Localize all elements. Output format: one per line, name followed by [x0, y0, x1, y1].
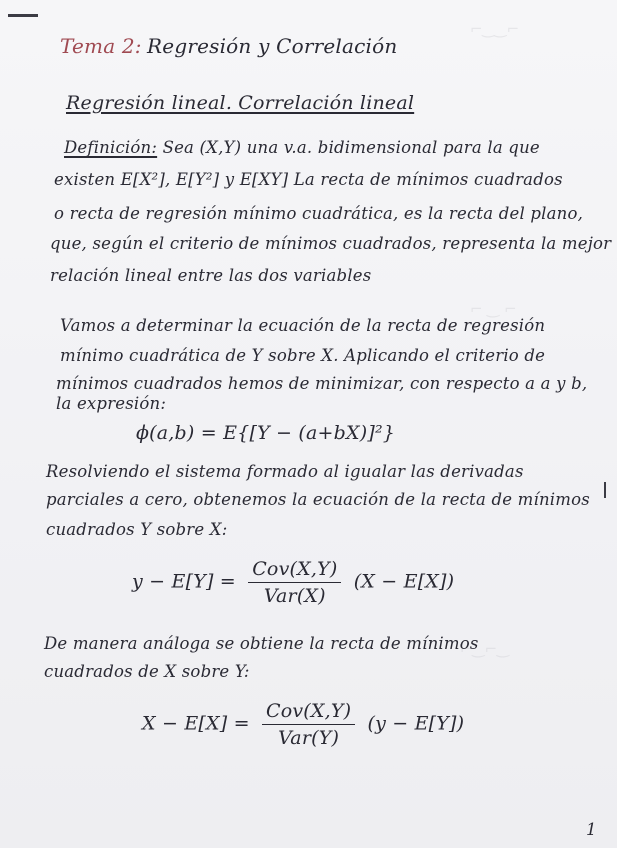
formula3-lhs: X − E[X] = [142, 712, 250, 735]
paragraph3-line-2: cuadrados de X sobre Y: [44, 662, 250, 681]
formula2-fraction [248, 558, 341, 607]
definition-line-3: o recta de regresión mínimo cuadrática, es la recta del plano, [54, 204, 584, 223]
formula3-rhs: (y − E[Y]) [367, 712, 465, 735]
formula2-numerator: Cov(X,Y) [248, 558, 341, 583]
paragraph1-line-2: mínimo cuadrática de Y sobre X. Aplicando el criterio de [60, 346, 546, 365]
formula3-fraction [262, 700, 355, 749]
paragraph2-line-2: parciales a cero, obtenemos la ecuación de la recta de mínimos [46, 490, 590, 509]
paragraph2-line-1: Resolviendo el sistema formado al igualar las derivadas [46, 462, 524, 481]
title-topic: Regresión y Correlación [147, 34, 398, 58]
section-subtitle: Regresión lineal. Correlación lineal [66, 92, 415, 114]
bleed-through-mark: ⌐‿⌐‿ [460, 640, 510, 658]
definition-line-5: relación lineal entre las dos variables [50, 266, 372, 285]
regression-x-on-y-formula [142, 700, 464, 749]
objective-formula: ϕ(a,b) = E{[Y − (a+bX)]²} [136, 422, 396, 444]
definition-text: Sea (X,Y) una v.a. bidimensional para la que [162, 138, 540, 157]
definition-line-4: que, según el criterio de mínimos cuadrados, representa la mejor [50, 234, 612, 253]
formula2-lhs: y − E[Y] = [132, 570, 236, 593]
page-number: 1 [586, 820, 597, 839]
formula3-denominator: Var(Y) [278, 727, 340, 749]
formula2-denominator: Var(X) [263, 585, 326, 607]
formula3-numerator: Cov(X,Y) [262, 700, 355, 725]
definition-line-1 [64, 138, 540, 157]
binder-mark [8, 14, 38, 17]
paragraph1-line-3: mínimos cuadrados hemos de minimizar, con respecto a a y b, [56, 374, 588, 393]
paragraph3-line-1: De manera análoga se obtiene la recta de mínimos [44, 634, 479, 653]
margin-mark [604, 482, 606, 498]
definition-line-2: existen E[X²], E[Y²] y E[XY] La recta de mínimos cuadrados [54, 170, 563, 189]
formula2-rhs: (X − E[X]) [353, 570, 455, 593]
paragraph1-line-4: la expresión: [56, 394, 167, 413]
paragraph1-line-1: Vamos a determinar la ecuación de la recta de regresión [60, 316, 546, 335]
bleed-through-mark: ⌐ ‿ ⌐ [470, 300, 517, 318]
bleed-through-mark: ⌐‿‿⌐ [470, 20, 520, 38]
page-title [60, 34, 397, 58]
definition-label: Definición: [64, 138, 158, 157]
paragraph2-line-3: cuadrados Y sobre X: [46, 520, 228, 539]
regression-y-on-x-formula [132, 558, 454, 607]
title-tema: Tema 2: [60, 34, 142, 58]
